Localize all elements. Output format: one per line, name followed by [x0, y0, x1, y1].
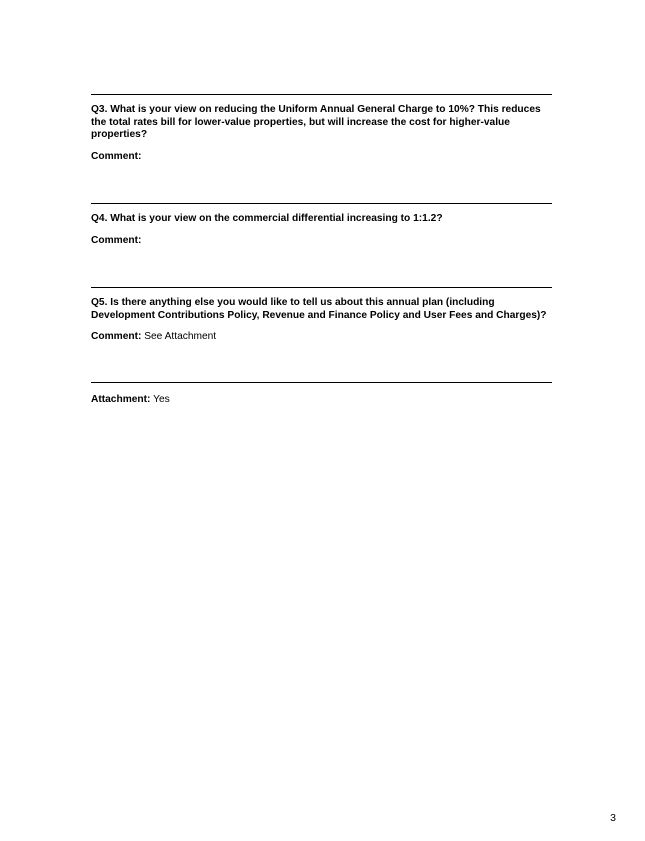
question-q4	[91, 213, 556, 226]
attachment-label: Attachment:	[91, 394, 151, 405]
question-text: Q3. What is your view on reducing the Uniform Annual General Charge to 10%? This reduces the total rates bill for lower-value properties, but will increase the cost for higher-value properties?	[91, 104, 541, 140]
section-divider	[91, 94, 552, 95]
page-number: 3	[610, 812, 616, 824]
question-q3	[91, 104, 556, 142]
comment-label: Comment:	[91, 151, 142, 162]
comment-value: See Attachment	[144, 331, 217, 342]
comment-q3	[91, 151, 556, 164]
attachment-field	[91, 394, 556, 407]
comment-label: Comment:	[91, 331, 142, 342]
comment-q4	[91, 235, 556, 248]
section-divider	[91, 287, 552, 288]
comment-q5	[91, 331, 556, 344]
section-divider	[91, 382, 552, 383]
attachment-value: Yes	[153, 394, 170, 405]
question-text: Q4. What is your view on the commercial differential increasing to 1:1.2?	[91, 213, 443, 224]
question-q5	[91, 297, 556, 322]
question-text: Q5. Is there anything else you would like to tell us about this annual plan (including Development Contributions Policy, Revenue and Finance Policy and User Fees and Charges)?	[91, 297, 547, 321]
section-divider	[91, 203, 552, 204]
comment-label: Comment:	[91, 235, 142, 246]
